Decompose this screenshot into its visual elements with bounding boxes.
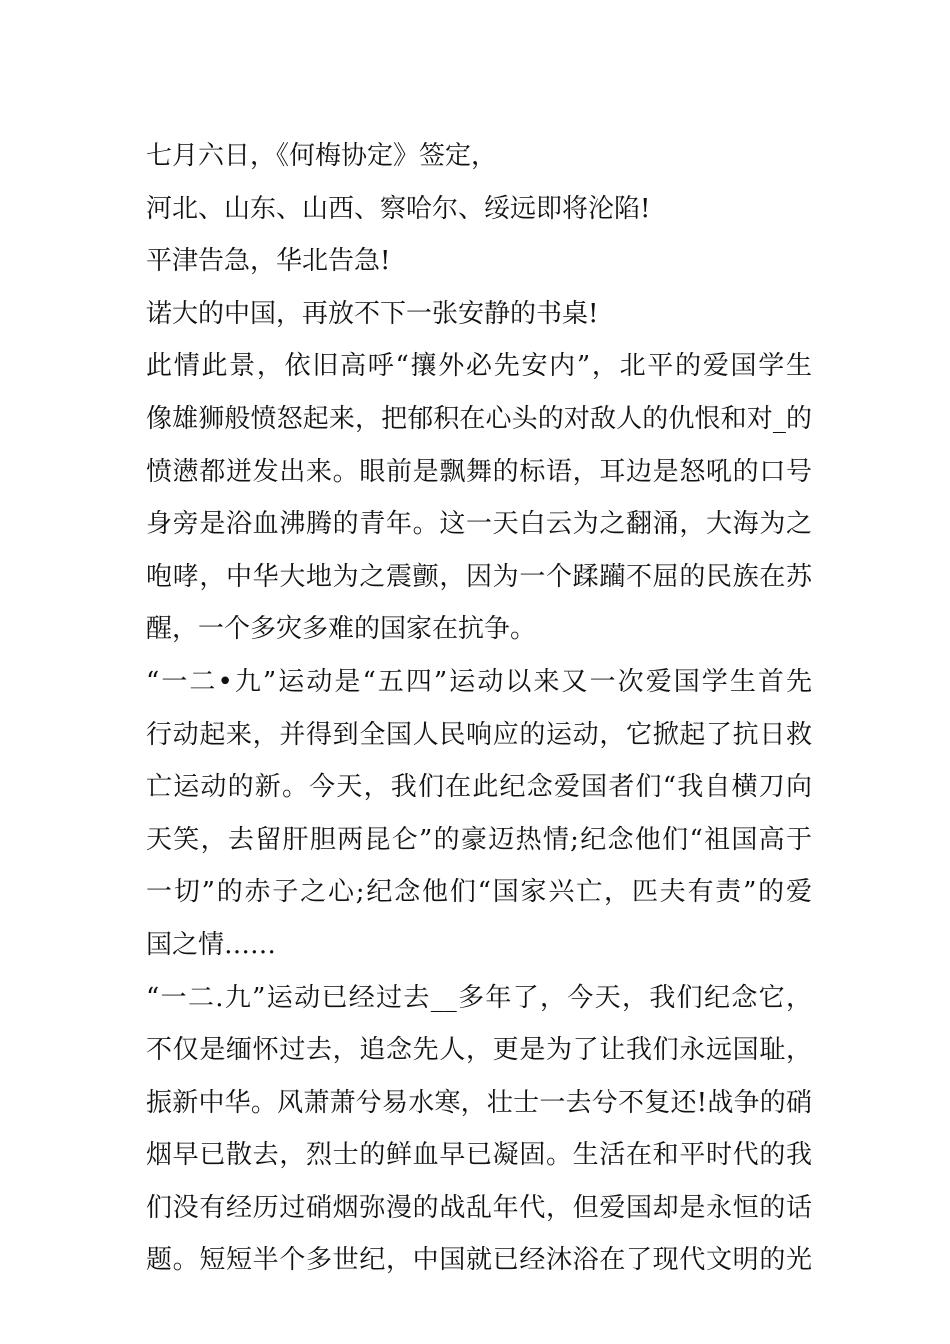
text-line: 诺大的中国，再放不下一张安静的书桌! bbox=[146, 298, 599, 329]
text-line: 振新中华。风萧萧兮易水寒，壮士一去兮不复还!战争的硝 bbox=[146, 1087, 812, 1118]
document-body bbox=[146, 130, 812, 1287]
text-line: 此情此景，依旧高呼“攘外必先安内”，北平的爱国学生 bbox=[146, 351, 812, 382]
text-line: “一二.九”运动已经过去__多年了，今天，我们纪念它， bbox=[146, 982, 812, 1013]
text-line: 不仅是缅怀过去，追念先人，更是为了让我们永远国耻， bbox=[146, 1035, 812, 1066]
text-line: 们没有经历过硝烟弥漫的战乱年代，但爱国却是永恒的话 bbox=[146, 1192, 812, 1223]
text-line: 像雄狮般愤怒起来，把郁积在心头的对敌人的仇恨和对_的 bbox=[146, 403, 812, 434]
text-line: 天笑，去留肝胆两昆仑”的豪迈热情;纪念他们“祖国高于 bbox=[146, 824, 812, 855]
text-line: 咆哮，中华大地为之震颤，因为一个蹂躏不屈的民族在苏 bbox=[146, 561, 812, 592]
text-line: “一二•九”运动是“五四”运动以来又一次爱国学生首先 bbox=[146, 666, 812, 697]
text-line: 醒，一个多灾多难的国家在抗争。 bbox=[146, 614, 537, 645]
text-line: 平津告急，华北告急! bbox=[146, 246, 391, 277]
text-line: 身旁是浴血沸腾的青年。这一天白云为之翻涌，大海为之 bbox=[146, 509, 812, 540]
text-line: 烟早已散去，烈士的鲜血早已凝固。生活在和平时代的我 bbox=[146, 1140, 812, 1171]
text-line: 河北、山东、山西、察哈尔、绥远即将沦陷! bbox=[146, 193, 651, 224]
text-line: 愤懑都迸发出来。眼前是飘舞的标语，耳边是怒吼的口号 bbox=[146, 456, 812, 487]
text-line: 题。短短半个多世纪，中国就已经沐浴在了现代文明的光 bbox=[146, 1245, 812, 1276]
text-line: 国之情…… bbox=[146, 929, 277, 960]
text-line: 亡运动的新。今天，我们在此纪念爱国者们“我自横刀向 bbox=[146, 772, 812, 803]
text-line: 行动起来，并得到全国人民响应的运动，它掀起了抗日救 bbox=[146, 719, 812, 750]
text-line: 七月六日，《何梅协定》签定， bbox=[146, 141, 498, 171]
text-line: 一切”的赤子之心;纪念他们“国家兴亡，匹夫有责”的爱 bbox=[146, 877, 812, 908]
